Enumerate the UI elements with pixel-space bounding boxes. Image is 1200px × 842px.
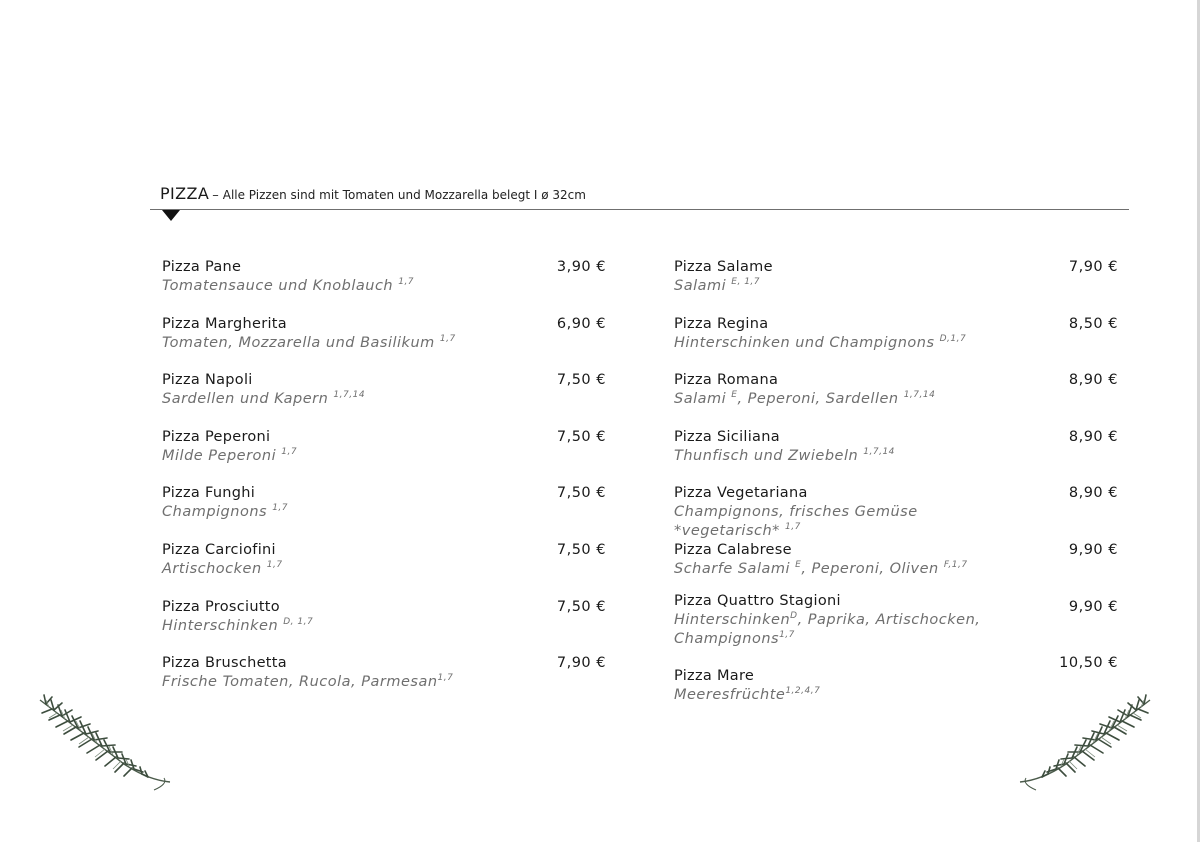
item-price: 6,90 € (556, 316, 606, 332)
item-price: 8,90 € (1068, 429, 1118, 445)
item-price: 7,90 € (1068, 259, 1118, 275)
item-description (162, 503, 492, 522)
description-text: Artischocken (162, 561, 267, 577)
allergen-codes: D, 1,7 (283, 617, 314, 627)
section-header (160, 184, 586, 203)
menu-item (674, 428, 1120, 466)
item-price: 8,90 € (1068, 485, 1118, 501)
item-name: Pizza Romana (674, 372, 779, 388)
item-description (674, 503, 1004, 541)
menu-item (162, 598, 608, 636)
item-name: Pizza Carciofini (162, 542, 276, 558)
rosemary-sprig-icon (36, 690, 176, 802)
menu-item (162, 541, 608, 579)
description-text: Milde Peperoni (162, 448, 282, 464)
item-price: 8,50 € (1068, 316, 1118, 332)
item-price: 9,90 € (1068, 542, 1118, 558)
item-price: 7,50 € (556, 485, 606, 501)
item-name: Pizza Vegetariana (674, 485, 808, 501)
description-text: Champignons (162, 504, 273, 520)
allergen-codes: E (731, 390, 738, 400)
item-description (674, 611, 1004, 649)
allergen-codes: D (790, 611, 798, 621)
menu-item (674, 371, 1120, 409)
description-text: Meeresfrüchte (674, 687, 786, 703)
item-name: Pizza Quattro Stagioni (674, 593, 841, 609)
item-name: Pizza Margherita (162, 316, 287, 332)
section-separator: – (212, 188, 219, 203)
description-text: Scharfe Salami (674, 561, 796, 577)
allergen-codes: E (795, 560, 802, 570)
menu-item (162, 484, 608, 522)
item-price: 7,90 € (556, 655, 606, 671)
description-text: Tomaten, Mozzarella und Basilikum (162, 335, 440, 351)
header-rule (150, 209, 1129, 210)
menu-item (674, 484, 1120, 541)
description-text: Salami (674, 391, 732, 407)
allergen-codes: F,1,7 (943, 560, 968, 570)
item-description (162, 447, 492, 466)
description-text: , Paprika, Artischocken, Champignons (674, 612, 981, 647)
allergen-codes: 1,7,14 (903, 390, 936, 400)
allergen-codes: 1,7 (272, 503, 289, 513)
section-subtitle: Alle Pizzen sind mit Tomaten und Mozzarella belegt I ø 32cm (222, 188, 586, 202)
item-description (162, 277, 492, 296)
item-description (674, 686, 1004, 705)
allergen-codes: 1,7 (439, 334, 456, 344)
item-price: 9,90 € (1068, 599, 1118, 615)
description-text: Hinterschinken (674, 612, 791, 628)
section-title: PIZZA (160, 184, 210, 203)
menu-item (162, 371, 608, 409)
item-description (674, 277, 1004, 296)
item-description (674, 334, 1004, 353)
item-name: Pizza Napoli (162, 372, 253, 388)
menu-item (162, 315, 608, 353)
description-text: , Peperoni, Oliven (801, 561, 944, 577)
item-name: Pizza Bruschetta (162, 655, 287, 671)
item-name: Pizza Calabrese (674, 542, 792, 558)
item-name: Pizza Regina (674, 316, 769, 332)
allergen-codes: 1,7 (785, 522, 801, 532)
item-price: 7,50 € (556, 599, 606, 615)
allergen-codes: D,1,7 (939, 334, 967, 344)
description-text: Salami (674, 278, 732, 294)
item-price: 8,90 € (1068, 372, 1118, 388)
allergen-codes: 1,7 (779, 630, 795, 640)
item-price: 7,50 € (556, 372, 606, 388)
allergen-codes: 1,2,4,7 (785, 686, 821, 696)
item-name: Pizza Pane (162, 259, 242, 275)
item-description (162, 334, 492, 353)
item-name: Pizza Peperoni (162, 429, 271, 445)
menu-item (162, 654, 608, 692)
item-price: 7,50 € (556, 429, 606, 445)
allergen-codes: 1,7 (398, 277, 415, 287)
item-description (162, 390, 492, 409)
description-text: Hinterschinken (162, 618, 284, 634)
allergen-codes: 1,7 (437, 673, 454, 683)
allergen-codes: 1,7 (281, 447, 298, 457)
description-text: Sardellen und Kapern (162, 391, 334, 407)
item-price: 3,90 € (556, 259, 606, 275)
allergen-codes: E, 1,7 (731, 277, 761, 287)
item-name: Pizza Salame (674, 259, 773, 275)
item-description (674, 447, 1004, 466)
triangle-down-icon (162, 210, 180, 221)
item-description (162, 673, 492, 692)
menu-item (162, 258, 608, 296)
description-text: Tomatensauce und Knoblauch (162, 278, 399, 294)
item-description (162, 617, 492, 636)
item-description (674, 390, 1004, 409)
menu-item (162, 428, 608, 466)
description-text: , Peperoni, Sardellen (737, 391, 904, 407)
menu-item (674, 315, 1120, 353)
allergen-codes: 1,7,14 (333, 390, 366, 400)
item-description (674, 560, 1004, 579)
menu-item (674, 541, 1120, 579)
allergen-codes: 1,7 (266, 560, 283, 570)
description-text: Frische Tomaten, Rucola, Parmesan (162, 674, 438, 690)
item-name: Pizza Prosciutto (162, 599, 280, 615)
description-text: Thunfisch und Zwiebeln (674, 448, 864, 464)
item-price: 7,50 € (556, 542, 606, 558)
item-name: Pizza Funghi (162, 485, 256, 501)
menu-item (674, 592, 1120, 649)
menu-item (674, 258, 1120, 296)
item-name: Pizza Siciliana (674, 429, 780, 445)
description-text: Champignons, frisches Gemüse *vegetarisch* (674, 504, 918, 539)
item-description (162, 560, 492, 579)
rosemary-sprig-icon (1014, 690, 1154, 802)
allergen-codes: 1,7,14 (863, 447, 895, 457)
description-text: Hinterschinken und Champignons (674, 335, 940, 351)
item-price: 10,50 € (1059, 655, 1118, 671)
item-name: Pizza Mare (674, 668, 755, 684)
